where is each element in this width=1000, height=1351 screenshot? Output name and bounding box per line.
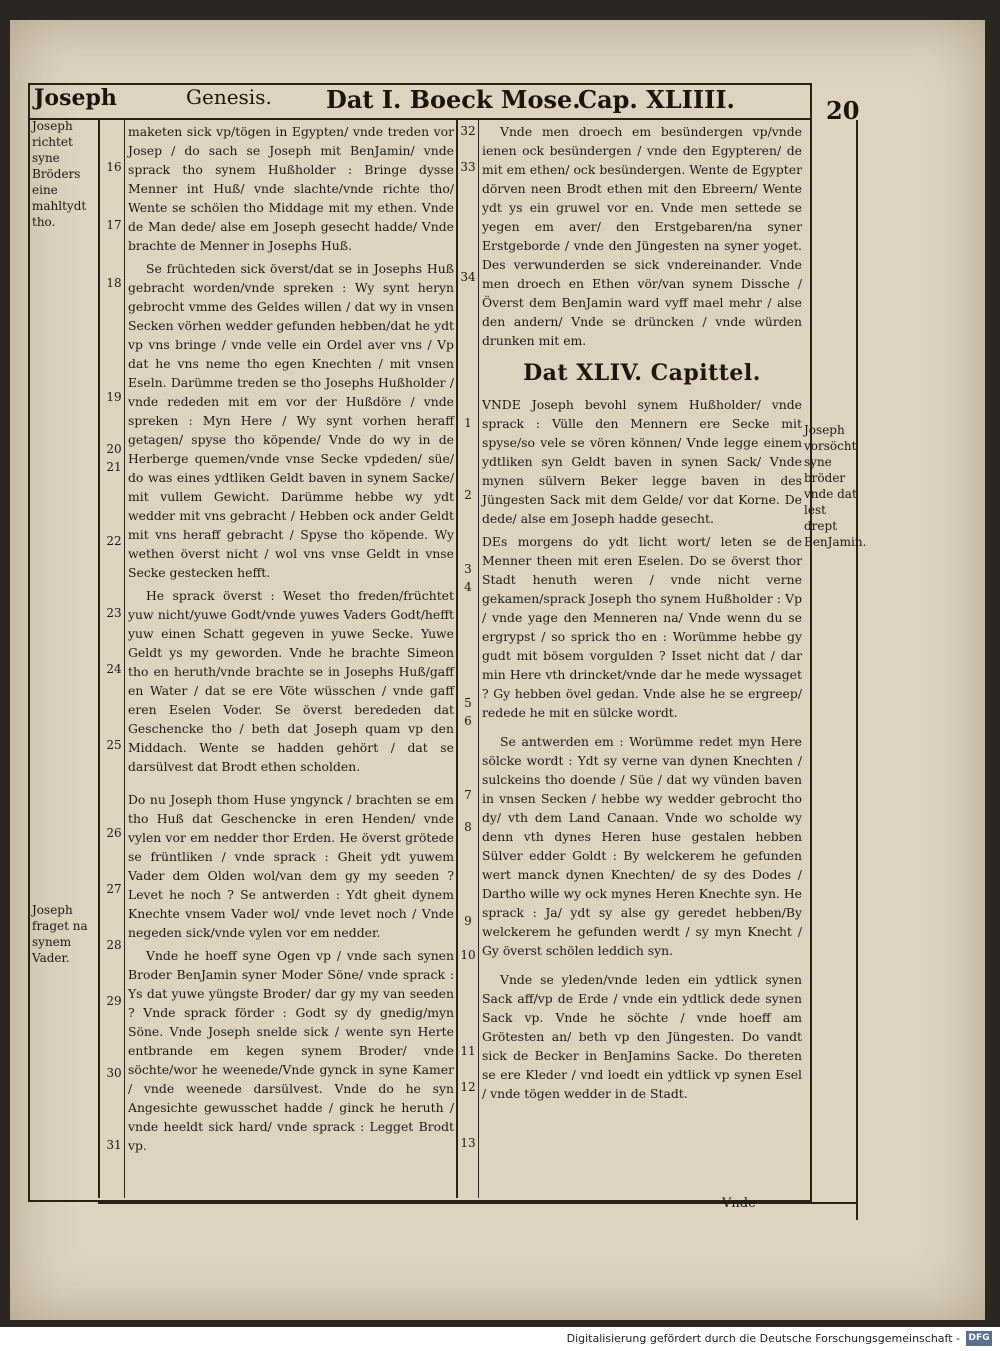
verse-number: 19 (106, 390, 122, 404)
verse-number: 9 (464, 914, 472, 928)
verse-number: 31 (106, 1138, 122, 1152)
page-title: Dat I. Boeck Mose. (326, 85, 581, 114)
verse-number: 5 (464, 696, 472, 710)
left-verse-rule (124, 118, 125, 1198)
left-margin-rule (98, 118, 100, 1198)
verse-number: 10 (460, 948, 476, 962)
left-paragraph: maketen sick vp/tögen in Egypten/ vnde treden vor Josep / do sach se Joseph mit BenJamin/ vnde sprack tho synem Hußholder : Bringe dysse Menner int Huß/ vnde slachte/vnde richte tho/ Wente se schölen tho Middage mit my ethen. Vnde de Man dede/ alse em Joseph gesecht hadde/ Vnde brachte de Menner in Josephs Huß. (128, 124, 454, 253)
verse-number: 30 (106, 1066, 122, 1080)
right-paragraph: DEs morgens do ydt licht wort/ leten se de Menner theen mit eren Eselen. Do se överst thor Stadt henuth weren / vnde nicht verne gekamen/sprack Joseph tho synem Hußholder : Vp / vnde yage den Menneren na/ Vnde wenn du se ergrypst / so sprick tho en : Worümme hebbe gy gudt mit bösem vorgulden ? Isset nicht dat / dar min Here vth drincket/vnde dar he mede wyssaget ? Gy hebben övel gedan. Vnde alse he se ergreep/ redede he mit en sülcke wordt. (482, 534, 802, 720)
left-paragraph: He sprack överst : Weset tho freden/früchtet yuw nicht/yuwe Godt/vnde yuwes Vaders Godt/hefft yuw einen Schatt gegeven in yuwe Secke. Yuwe Geldt ys my geworden. Vnde he brachte Simeon tho en heruth/vnde brachte se in Josephs Huß/gaff en Water / dat se ere Vöte wüsschen / vnde gaff eren Eselen Voder. Se överst berededen dat Geschencke tho / beth dat Joseph quam vp den Middach. Wente se hadden gehört / dat se darsülvest dat Brodt ethen scholden. (128, 588, 454, 774)
header-rule (28, 118, 810, 120)
verse-number: 32 (460, 124, 476, 138)
verse-number: 1 (464, 416, 472, 430)
left-paragraph: Do nu Joseph thom Huse yngynck / brachten se em tho Huß dat Geschencke in eren Henden/ vnde vylen vor em nedder thor Erden. He överst grötede se früntliken / vnde sprack : Gheit ydt yuwem Vader dem Olden wol/van dem gy my seeden ? Levet he noch ? Se antwerden : Ydt gheit dynem Knechte vnsem Vader wol/ vnde levet noch / Vnde negeden sick/vnde vylen vor em nedder. (128, 792, 454, 940)
verse-number: 6 (464, 714, 472, 728)
verse-number: 21 (106, 460, 122, 474)
footer-bar (0, 1327, 1000, 1351)
verse-number: 28 (106, 938, 122, 952)
left-paragraph: Vnde he hoeff syne Ogen vp / vnde sach synen Broder BenJamin syner Moder Söne/ vnde sprack : Ys dat yuwe yüngste Broder/ dar gy my van seeden ? Vnde sprack förder : Godt sy dy gnedig/myn Söne. Vnde Joseph snelde sick / wente syn Herte entbrande em kegen synem Broder/ vnde söchte/wor he weenede/Vnde gynck in syne Kamer / vnde weenede darsülvest. Vnde do he syn Angesichte gewusschet hadde / ginck he heruth / vnde heeldt sick hard/ vnde sprack : Legget Brodt vp. (128, 948, 454, 1153)
verse-number: 29 (106, 994, 122, 1008)
margin-note-left-top: Joseph richtet syne Bröders eine mahltydt tho. (32, 119, 87, 229)
verse-number: 20 (106, 442, 122, 456)
verse-number: 18 (106, 276, 122, 290)
verse-number: 24 (106, 662, 122, 676)
margin-note-right: Joseph vorsöcht syne bröder vnde dat lest drept BenJamin. (804, 423, 867, 549)
book-name: Genesis. (186, 85, 272, 109)
verse-number: 33 (460, 160, 476, 174)
verse-number: 8 (464, 820, 472, 834)
funding-credit: Digitalisierung gefördert durch die Deutsche Forschungsgemeinschaft - (566, 1332, 960, 1345)
verse-number: 12 (460, 1080, 476, 1094)
dfg-logo: DFG (966, 1331, 992, 1346)
page-number: 20 (826, 96, 860, 125)
verse-number: 23 (106, 606, 122, 620)
running-head-left: Joseph (34, 85, 117, 111)
verse-number: 34 (460, 270, 476, 284)
verse-number: 2 (464, 488, 472, 502)
verse-number: 3 (464, 562, 472, 576)
chapter-label: Cap. XLIIII. (578, 85, 735, 114)
chapter-heading: Dat XLIV. Capittel. (523, 360, 761, 386)
verse-number: 25 (106, 738, 122, 752)
verse-number: 4 (464, 580, 472, 594)
verse-number: 17 (106, 218, 122, 232)
verse-number: 22 (106, 534, 122, 548)
right-paragraph: Vnde se yleden/vnde leden ein ydtlick synen Sack aff/vp de Erde / vnde ein ydtlick dede synen Sack vp. Vnde he söchte / vnde hoeff am Grötesten an/ beth vp den Jüngesten. Do vandt sick de Becker in BenJamins Sacke. Do thereten se ere Kleder / vnd loedt ein ydtlick vp synen Esel / vnde tögen wedder in de Stadt. (482, 972, 802, 1101)
left-text-column (128, 122, 454, 1155)
margin-note-left-bottom: Joseph fraget na synem Vader. (32, 903, 88, 965)
verse-number: 27 (106, 882, 122, 896)
right-paragraph: VNDE Joseph bevohl synem Hußholder/ vnde sprack : Vülle den Mennern ere Secke mit spyse/so vele se vören können/ Vnde legge einem ydtliken syn Geldt baven in synen Sack/ Vnde mynen sülvern Beker legge baven in des Jüngesten Sack mit dem Gelde/ vor dat Korne. De dede/ alse em Joseph hadde gesecht. (482, 397, 802, 526)
center-rule-b (478, 118, 479, 1198)
verse-number: 26 (106, 826, 122, 840)
verse-number: 7 (464, 788, 472, 802)
catchword: Vnde (722, 1196, 756, 1211)
right-text-column (482, 122, 802, 1103)
right-paragraph: Se antwerden em : Worümme redet myn Here sölcke wordt : Ydt sy verne van dynen Knechten / sulckeins tho doende / Süe / dat wy vünden baven in vnsen Secken / hebbe wy wedder gebrocht tho dy/ vth dem Land Canaan. Vnde wo scholde wy denn vth dynes Heren huse gestalen hebben Sülver edder Goldt : By welckerem he gefunden wert manck dynen Knechten/ de sy des Dodes / Dartho wille wy ock mynes Heren Knechte syn. He sprack : Ja/ ydt sy alse gy geredet hebben/By welckerem he gefunden werdt / sy myn Knecht / Gy överst schölen leddich syn. (482, 734, 802, 958)
verse-number: 13 (460, 1136, 476, 1150)
verse-number: 11 (460, 1044, 476, 1058)
verse-number: 16 (106, 160, 122, 174)
left-paragraph: Se früchteden sick överst/dat se in Josephs Huß gebracht worden/vnde spreken : Wy synt heryn gebrocht vmme des Geldes willen / dat wy in vnsen Secken vörhen wedder gefunden hebben/dat he ydt vp vns bringe / vnde velle ein Ordel aver vns / Vp dat he vns neme tho egen Knechten / mit vnsen Eseln. Darümme treden se tho Josephs Hußholder / vnde rededen mit em vor der Hußdöre / vnde spreken : Myn Here / Wy synt vorhen heraff getagen/ spyse tho köpende/ Vnde do wy in de Herberge quemen/vnde vnse Secke vpdeden/ süe/ do was eines ydtliken Geldt baven in synem Sacke/ mit vullem Gewicht. Darümme hebbe wy ydt wedder mit vns gebracht / Hebben ock ander Geldt mit vns heraff gebracht / Spyse tho köpende. Wy wethen överst nicht / wol vns vnse Geldt in vnse Secke gestecken hefft. (128, 261, 454, 580)
right-outer-rule (856, 120, 858, 1220)
right-paragraph: Vnde men droech em besündergen vp/vnde ienen ock besündergen / vnde den Egypteren/ de mit em ethen/ ock besündergen. Wente de Egypter dörven neen Brodt ethen mit den Ebreern/ Wente ydt ys ein gruwel vor en. Vnde men settede se yegen em aver/ den Erstgebaren/na syner Erstgeborde / vnde den Jüngesten na syner yoget. Des verwunderden se sick vndereinander. Vnde men droech en Ethen vör/van synem Dissche / Överst dem BenJamin ward vyff mael mehr / alse den andern/ Vnde se drüncken / vnde würden drunken mit em. (482, 124, 802, 348)
